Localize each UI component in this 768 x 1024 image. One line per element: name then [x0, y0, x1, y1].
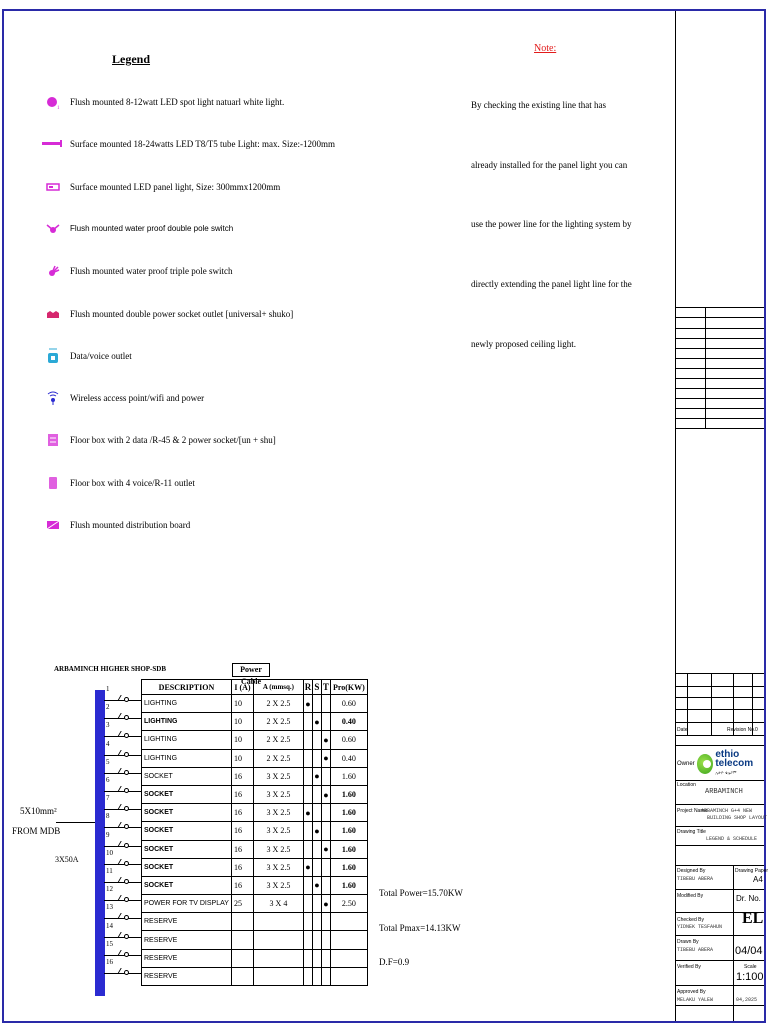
phase-r-cell: [303, 967, 312, 985]
circuit-current: [231, 931, 253, 949]
location-label: Location: [677, 782, 696, 788]
circuit-description: RESERVE: [142, 931, 232, 949]
circuit-cable-area: 3 X 2.5: [253, 876, 303, 894]
approved-label: Approved By: [677, 989, 706, 995]
circuit-power: 1.60: [330, 804, 367, 822]
circuit-power: 1.60: [330, 767, 367, 785]
logo-sub: ኢትዮ ቴሌኮም: [715, 770, 737, 775]
data-voice-outlet-icon: [36, 346, 70, 366]
circuit-description: SOCKET: [142, 840, 232, 858]
schedule-row: [142, 767, 368, 785]
schedule-row: [142, 913, 368, 931]
phase-r-cell: [303, 876, 312, 894]
title-block-rule: [675, 686, 764, 687]
phase-t-cell: [321, 876, 330, 894]
phase-dot-icon: ●: [314, 880, 320, 891]
note-line: newly proposed ceiling light.: [471, 339, 576, 349]
led-spot-light-icon: [36, 92, 70, 112]
sdb-title: ARBAMINCH HIGHER SHOP-SDB: [54, 665, 167, 673]
phase-dot-icon: ●: [323, 898, 329, 909]
phase-t-cell: [321, 931, 330, 949]
circuit-description: LIGHTING: [142, 731, 232, 749]
circuit-number: 13: [106, 903, 113, 912]
title-block-rule: [675, 826, 764, 827]
legend-title: Legend: [112, 52, 151, 66]
circuit-number: 4: [106, 739, 110, 748]
title-block-rule: [675, 418, 764, 419]
circuit-cable-area: 2 X 2.5: [253, 749, 303, 767]
title-block-divider: [711, 673, 712, 735]
title-block-rule: [675, 378, 764, 379]
drawn-value: TIBEBU ABERA: [677, 947, 714, 953]
circuit-cable-area: 2 X 2.5: [253, 713, 303, 731]
circuit-description: SOCKET: [142, 822, 232, 840]
circuit-current: 16: [231, 876, 253, 894]
title-block-divider: [705, 307, 706, 428]
title-block-rule: [675, 307, 764, 308]
feeder-cable: 5X10mm²: [20, 806, 57, 816]
circuit-cable-area: 3 X 2.5: [253, 858, 303, 876]
designed-label: Designed By: [677, 868, 706, 874]
circuit-breaker: [104, 958, 144, 981]
legend-item-label: Flush mounted 8-12watt LED spot light natuarl white light.: [70, 97, 285, 107]
legend-item-label: Flush mounted water proof triple pole switch: [70, 266, 233, 277]
phase-r-cell: [303, 767, 312, 785]
legend-item-label: Floor box with 2 data /R-45 & 2 power socket/[un + shu]: [70, 435, 276, 446]
phase-r-cell: [303, 895, 312, 913]
phase-s-cell: [312, 713, 321, 731]
phase-t-cell: [321, 895, 330, 913]
circuit-number: 15: [106, 939, 113, 948]
circuit-current: 16: [231, 785, 253, 803]
title-block-rule: [675, 328, 764, 329]
circuit-description: SOCKET: [142, 876, 232, 894]
phase-r-cell: [303, 858, 312, 876]
circuit-number: 7: [106, 794, 110, 803]
phase-t-cell: [321, 713, 330, 731]
circuit-breaker: [104, 739, 144, 763]
phase-t-cell: [321, 949, 330, 967]
phase-r-cell: [303, 804, 312, 822]
circuit-power: 1.60: [330, 840, 367, 858]
header-area: A (mmsq.): [253, 680, 303, 695]
drawing-title-value: LEGEND & SCHEDULE: [706, 836, 758, 842]
checked-value: YIDNEK TESFAHUN: [677, 924, 723, 930]
circuit-breaker: [104, 721, 144, 744]
circuit-description: RESERVE: [142, 949, 232, 967]
circuit-cable-area: [253, 967, 303, 985]
header-t: T: [321, 680, 330, 695]
project-value-1: ARBAMINCH G+4 NEW: [701, 808, 753, 814]
verified-label: Verified By: [677, 964, 701, 970]
circuit-current: 10: [231, 713, 253, 731]
title-block-rule: [675, 348, 764, 349]
phase-s-cell: [312, 804, 321, 822]
title-block-rule: [675, 1005, 764, 1006]
phase-s-cell: [312, 895, 321, 913]
date-label: Date: [677, 727, 688, 733]
ethio-telecom-logo: [697, 750, 768, 777]
title-block-rule: [675, 960, 764, 961]
circuit-current: 16: [231, 858, 253, 876]
circuit-description: SOCKET: [142, 804, 232, 822]
designed-value: TIBEBU ABERA: [677, 876, 714, 882]
circuit-current: 25: [231, 895, 253, 913]
circuit-power: 0.40: [330, 713, 367, 731]
schedule-row: [142, 785, 368, 803]
title-block-rule: [675, 985, 764, 986]
logo-text: ethio telecom: [715, 749, 754, 769]
project-label: Project Name: [677, 808, 708, 814]
floor-box-voice-icon: [36, 473, 70, 493]
phase-r-cell: [303, 749, 312, 767]
phase-t-cell: [321, 913, 330, 931]
phase-dot-icon: ●: [305, 698, 311, 709]
circuit-cable-area: 2 X 2.5: [253, 695, 303, 713]
legend-item: [36, 177, 280, 197]
drno-value: EL: [742, 910, 764, 927]
title-block-rule: [675, 745, 764, 746]
circuit-description: RESERVE: [142, 913, 232, 931]
circuit-power: 0.60: [330, 695, 367, 713]
sheet-value: 04/04: [735, 945, 763, 957]
title-block-rule: [675, 428, 764, 429]
feeder-line: [56, 822, 95, 823]
phase-dot-icon: ●: [323, 753, 329, 764]
circuit-power: 0.40: [330, 749, 367, 767]
phase-r-cell: [303, 931, 312, 949]
phase-t-cell: [321, 731, 330, 749]
schedule-row: [142, 695, 368, 713]
circuit-number: 9: [106, 830, 110, 839]
project-value-2: BUILDING SHOP LAYOUT: [707, 815, 768, 821]
modified-label: Modified By: [677, 893, 704, 899]
checked-label: Checked By: [677, 917, 704, 923]
legend-item: [36, 134, 335, 154]
schedule-row: [142, 967, 368, 985]
approved-date: 04,2025: [736, 997, 758, 1003]
circuit-current: 10: [231, 695, 253, 713]
revision-label: Revision No.: [727, 727, 756, 733]
schedule-row: [142, 895, 368, 913]
title-block-rule: [675, 722, 764, 723]
phase-s-cell: [312, 785, 321, 803]
phase-s-cell: [312, 913, 321, 931]
owner-label: Owner: [677, 761, 695, 767]
circuit-power: 2.50: [330, 895, 367, 913]
circuit-cable-area: 3 X 2.5: [253, 822, 303, 840]
circuit-description: SOCKET: [142, 785, 232, 803]
circuit-description: POWER FOR TV DISPLAY: [142, 895, 232, 913]
phase-s-cell: [312, 767, 321, 785]
phase-dot-icon: ●: [314, 716, 320, 727]
circuit-cable-area: 3 X 2.5: [253, 785, 303, 803]
legend-item: [36, 515, 190, 535]
circuit-number: 2: [106, 703, 110, 712]
circuit-description: LIGHTING: [142, 695, 232, 713]
schedule-row: [142, 749, 368, 767]
legend-item-label: Flush mounted water proof double pole switch: [70, 224, 234, 234]
legend-item-label: Wireless access point/wifi and power: [70, 393, 205, 404]
phase-r-cell: [303, 822, 312, 840]
legend-item: [36, 304, 293, 324]
circuit-current: 16: [231, 767, 253, 785]
phase-t-cell: [321, 858, 330, 876]
phase-dot-icon: ●: [305, 807, 311, 818]
circuit-breaker: [104, 794, 144, 817]
schedule-row: [142, 949, 368, 967]
legend-item-label: Flush mounted distribution board: [70, 520, 191, 530]
circuit-current: 16: [231, 840, 253, 858]
circuit-number: 8: [106, 812, 110, 821]
title-block-divider: [752, 673, 753, 735]
title-block-rule: [675, 935, 764, 936]
power-cable-header: Power Cable: [232, 663, 270, 677]
circuit-number: 3: [106, 721, 110, 730]
circuit-description: LIGHTING: [142, 713, 232, 731]
triple-pole-switch-icon: [36, 261, 70, 281]
phase-r-cell: [303, 713, 312, 731]
drawn-label: Drawn By: [677, 939, 699, 945]
paper-value: A4: [753, 875, 763, 884]
phase-dot-icon: ●: [305, 862, 311, 873]
phase-t-cell: [321, 695, 330, 713]
circuit-current: [231, 913, 253, 931]
circuit-power: 1.60: [330, 785, 367, 803]
phase-s-cell: [312, 931, 321, 949]
phase-t-cell: [321, 767, 330, 785]
tube-light-icon: [36, 134, 70, 154]
phase-r-cell: [303, 913, 312, 931]
circuit-power: 1.60: [330, 858, 367, 876]
approved-value: MELAKU YALEW: [677, 997, 714, 1003]
phase-s-cell: [312, 840, 321, 858]
schedule-row: [142, 840, 368, 858]
circuit-description: LIGHTING: [142, 749, 232, 767]
circuit-description: SOCKET: [142, 767, 232, 785]
circuit-current: 10: [231, 731, 253, 749]
circuit-current: [231, 967, 253, 985]
circuit-breaker: [104, 812, 144, 835]
phase-t-cell: [321, 967, 330, 985]
double-pole-switch-icon: [36, 219, 70, 239]
svg-text:1: 1: [57, 106, 60, 110]
phase-s-cell: [312, 731, 321, 749]
circuit-power: [330, 931, 367, 949]
title-block-rule: [675, 388, 764, 389]
circuit-cable-area: 3 X 2.5: [253, 840, 303, 858]
circuit-power: 1.60: [330, 876, 367, 894]
phase-s-cell: [312, 858, 321, 876]
legend-item: [36, 346, 132, 366]
circuit-number: 10: [106, 848, 113, 857]
legend-item: [36, 261, 232, 281]
schedule-header-row: [142, 680, 368, 695]
circuit-number: 5: [106, 757, 110, 766]
total-power: Total Power=15.70KW: [379, 888, 463, 898]
schedule-row: [142, 876, 368, 894]
title-block-rule: [675, 845, 764, 846]
legend-item-label: Data/voice outlet: [70, 350, 132, 361]
circuit-cable-area: [253, 931, 303, 949]
phase-r-cell: [303, 695, 312, 713]
title-block-rule: [675, 889, 764, 890]
distribution-schedule-table: [141, 679, 368, 986]
wifi-access-point-icon: [36, 388, 70, 408]
schedule-row: [142, 713, 368, 731]
feeder-source: FROM MDB: [12, 826, 61, 836]
header-r: R: [303, 680, 312, 695]
title-block-divider: [733, 673, 734, 735]
circuit-breaker: [104, 703, 144, 726]
note-line: already installed for the panel light you can: [471, 160, 628, 170]
circuit-power: [330, 949, 367, 967]
legend-item-label: Surface mounted 18-24watts LED T8/T5 tube Light: max. Size:-1200mm: [70, 139, 336, 150]
title-block-rule: [675, 358, 764, 359]
feeder-breaker: 3X50A: [55, 855, 79, 864]
title-block-rule: [675, 865, 764, 866]
legend-item: [36, 473, 195, 493]
title-block-rule: [675, 368, 764, 369]
title-block-rule: [675, 735, 764, 736]
title-block-rule: [675, 673, 764, 674]
phase-r-cell: [303, 785, 312, 803]
phase-s-cell: [312, 749, 321, 767]
title-block-rule: [675, 408, 764, 409]
circuit-breaker: [104, 757, 144, 781]
revision-value: 0: [755, 727, 758, 733]
phase-dot-icon: ●: [314, 771, 320, 782]
note-line: By checking the existing line that has: [471, 100, 606, 110]
scale-value: 1:100: [736, 971, 764, 983]
logo-mark-icon: [697, 754, 713, 774]
circuit-power: 0.60: [330, 731, 367, 749]
circuit-current: [231, 949, 253, 967]
note-line: use the power line for the lighting system by: [471, 219, 632, 229]
title-block-divider: [733, 865, 734, 1021]
circuit-cable-area: [253, 913, 303, 931]
paper-label: Drawing Paper: [735, 868, 768, 874]
circuit-power: [330, 967, 367, 985]
circuit-number: 11: [106, 867, 113, 875]
distribution-board-icon: [36, 515, 70, 535]
schedule-row: [142, 822, 368, 840]
phase-t-cell: [321, 804, 330, 822]
schedule-row: [142, 931, 368, 949]
legend-item-label: Surface mounted LED panel light, Size: 300mmx1200mm: [70, 181, 281, 192]
location-value: ARBAMINCH: [705, 788, 743, 796]
double-socket-icon: [36, 304, 70, 324]
title-block-divider: [687, 673, 688, 735]
drno-label: Dr. No.: [736, 894, 761, 903]
circuit-number: 6: [106, 776, 110, 784]
total-pmax: Total Pmax=14.13KW: [379, 923, 461, 933]
circuit-cable-area: 3 X 2.5: [253, 804, 303, 822]
title-block-rule: [675, 398, 764, 399]
header-current: I (A): [231, 680, 253, 695]
circuit-cable-area: 3 X 2.5: [253, 767, 303, 785]
phase-r-cell: [303, 840, 312, 858]
header-power: Pro(KW): [330, 680, 367, 695]
circuit-power: [330, 913, 367, 931]
legend-item: [36, 388, 204, 408]
circuit-number: 16: [106, 958, 113, 966]
title-block-rule: [675, 317, 764, 318]
legend-item: [36, 219, 233, 239]
circuit-cable-area: 2 X 2.5: [253, 731, 303, 749]
phase-t-cell: [321, 785, 330, 803]
drawing-title-label: Drawing Title: [677, 829, 706, 835]
panel-light-icon: [36, 177, 70, 197]
note-line: directly extending the panel light line for the: [471, 279, 632, 289]
phase-s-cell: [312, 876, 321, 894]
phase-s-cell: [312, 949, 321, 967]
demand-factor: D.F=0.9: [379, 957, 410, 967]
header-s: S: [312, 680, 321, 695]
circuit-current: 10: [231, 749, 253, 767]
schedule-row: [142, 858, 368, 876]
phase-t-cell: [321, 822, 330, 840]
phase-dot-icon: ●: [323, 734, 329, 745]
phase-s-cell: [312, 822, 321, 840]
circuit-breaker: [104, 776, 144, 799]
legend-item: [36, 430, 276, 450]
title-block-rule: [675, 780, 764, 781]
circuit-current: 16: [231, 822, 253, 840]
phase-r-cell: [303, 731, 312, 749]
title-block-rule: [675, 709, 764, 710]
circuit-number: 14: [106, 921, 113, 930]
phase-t-cell: [321, 840, 330, 858]
title-block-rule: [675, 338, 764, 339]
circuit-breaker: [104, 685, 144, 708]
circuit-number: 12: [106, 885, 113, 894]
legend-item-label: Floor box with 4 voice/R-11 outlet: [70, 477, 195, 488]
legend-item-label: Flush mounted double power socket outlet [universal+ shuko]: [70, 308, 294, 319]
phase-dot-icon: ●: [314, 825, 320, 836]
phase-s-cell: [312, 695, 321, 713]
phase-dot-icon: ●: [323, 844, 329, 855]
scale-label: Scale: [744, 964, 757, 970]
circuit-description: RESERVE: [142, 967, 232, 985]
circuit-number: 1: [106, 685, 110, 693]
phase-r-cell: [303, 949, 312, 967]
legend-item: [36, 92, 284, 112]
title-block-rule: [675, 697, 764, 698]
circuit-cable-area: 3 X 4: [253, 895, 303, 913]
header-description: DESCRIPTION: [142, 680, 232, 695]
schedule-row: [142, 731, 368, 749]
circuit-description: SOCKET: [142, 858, 232, 876]
title-block-rule: [675, 804, 764, 805]
note-title: Note:: [534, 43, 557, 54]
schedule-row: [142, 804, 368, 822]
floor-box-data-power-icon: [36, 430, 70, 450]
circuit-current: 16: [231, 804, 253, 822]
phase-dot-icon: ●: [323, 789, 329, 800]
phase-t-cell: [321, 749, 330, 767]
circuit-power: 1.60: [330, 822, 367, 840]
phase-s-cell: [312, 967, 321, 985]
circuit-cable-area: [253, 949, 303, 967]
